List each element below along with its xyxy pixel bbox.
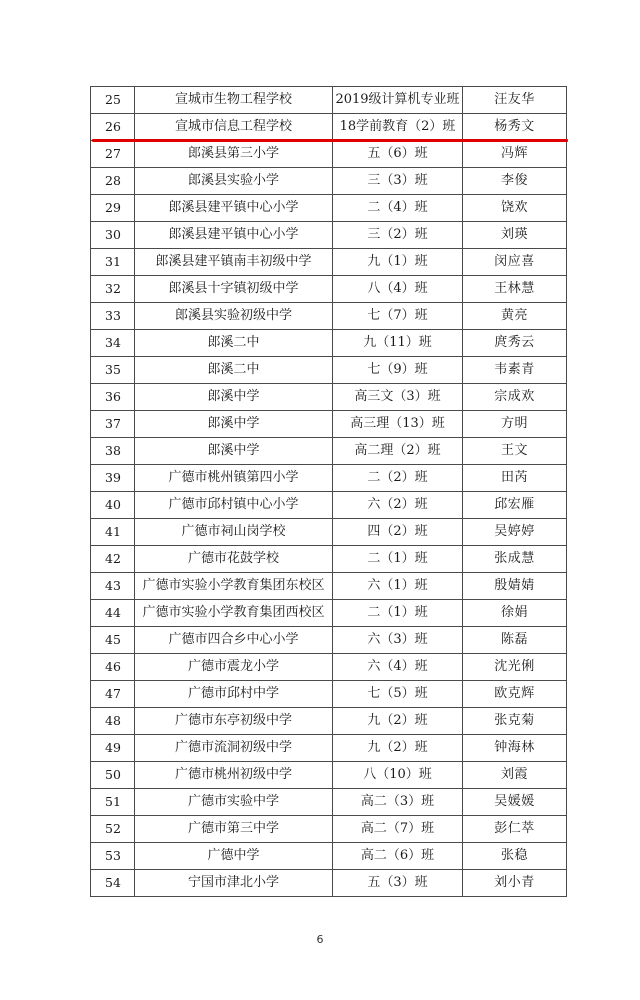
teacher-name-cell: 黄亮 xyxy=(463,303,567,330)
table-row xyxy=(91,627,567,654)
school-name-cell: 郎溪县建平镇中心小学 xyxy=(135,195,333,222)
school-name-cell: 广德中学 xyxy=(135,843,333,870)
class-name-cell: 2019级计算机专业班 xyxy=(333,87,463,114)
school-name-cell: 郎溪二中 xyxy=(135,357,333,384)
school-name-cell: 郎溪县实验小学 xyxy=(135,168,333,195)
school-name-cell: 广德市实验小学教育集团西校区 xyxy=(135,600,333,627)
school-name-cell: 郎溪县实验初级中学 xyxy=(135,303,333,330)
class-name-cell: 高二（6）班 xyxy=(333,843,463,870)
class-name-cell: 高二（7）班 xyxy=(333,816,463,843)
class-name-cell: 四（2）班 xyxy=(333,519,463,546)
row-number-cell: 37 xyxy=(91,411,135,438)
row-number-cell: 28 xyxy=(91,168,135,195)
class-name-cell: 九（2）班 xyxy=(333,735,463,762)
row-number-cell: 45 xyxy=(91,627,135,654)
teacher-name-cell: 欧克辉 xyxy=(463,681,567,708)
school-name-cell: 广德市第三中学 xyxy=(135,816,333,843)
row-number-cell: 51 xyxy=(91,789,135,816)
row-number-cell: 52 xyxy=(91,816,135,843)
table-row xyxy=(91,222,567,249)
class-name-cell: 二（4）班 xyxy=(333,195,463,222)
teacher-name-cell: 吴婷婷 xyxy=(463,519,567,546)
class-name-cell: 七（5）班 xyxy=(333,681,463,708)
school-name-cell: 宣城市信息工程学校 xyxy=(135,114,333,141)
teacher-name-cell: 彭仁萃 xyxy=(463,816,567,843)
table-row xyxy=(91,681,567,708)
row-number-cell: 31 xyxy=(91,249,135,276)
table-row xyxy=(91,519,567,546)
teacher-name-cell: 杨秀文 xyxy=(463,114,567,141)
class-name-cell: 九（11）班 xyxy=(333,330,463,357)
school-name-cell: 郎溪县十字镇初级中学 xyxy=(135,276,333,303)
teacher-name-cell: 徐娟 xyxy=(463,600,567,627)
table-row xyxy=(91,195,567,222)
school-name-cell: 郎溪县第三小学 xyxy=(135,141,333,168)
school-name-cell: 广德市东亭初级中学 xyxy=(135,708,333,735)
row-number-cell: 26 xyxy=(91,114,135,141)
class-name-cell: 六（4）班 xyxy=(333,654,463,681)
class-roster-table xyxy=(90,86,567,897)
table-row xyxy=(91,546,567,573)
class-name-cell: 六（2）班 xyxy=(333,492,463,519)
table-row xyxy=(91,708,567,735)
row-number-cell: 49 xyxy=(91,735,135,762)
teacher-name-cell: 李俊 xyxy=(463,168,567,195)
teacher-name-cell: 吴媛媛 xyxy=(463,789,567,816)
class-name-cell: 18学前教育（2）班 xyxy=(333,114,463,141)
row-number-cell: 41 xyxy=(91,519,135,546)
table-row xyxy=(91,492,567,519)
school-name-cell: 郎溪中学 xyxy=(135,438,333,465)
class-name-cell: 高三理（13）班 xyxy=(333,411,463,438)
row-number-cell: 40 xyxy=(91,492,135,519)
school-name-cell: 广德市邱村镇中心小学 xyxy=(135,492,333,519)
row-number-cell: 35 xyxy=(91,357,135,384)
teacher-name-cell: 冯辉 xyxy=(463,141,567,168)
school-name-cell: 广德市震龙小学 xyxy=(135,654,333,681)
row-number-cell: 46 xyxy=(91,654,135,681)
table-row xyxy=(91,438,567,465)
row-number-cell: 50 xyxy=(91,762,135,789)
teacher-name-cell: 邱宏雁 xyxy=(463,492,567,519)
class-name-cell: 高二理（2）班 xyxy=(333,438,463,465)
table-row xyxy=(91,114,567,141)
school-name-cell: 郎溪中学 xyxy=(135,411,333,438)
table-row xyxy=(91,384,567,411)
class-name-cell: 高三文（3）班 xyxy=(333,384,463,411)
row-number-cell: 27 xyxy=(91,141,135,168)
school-name-cell: 宁国市津北小学 xyxy=(135,870,333,897)
school-name-cell: 广德市四合乡中心小学 xyxy=(135,627,333,654)
school-name-cell: 宣城市生物工程学校 xyxy=(135,87,333,114)
school-name-cell: 广德市邱村中学 xyxy=(135,681,333,708)
row-number-cell: 38 xyxy=(91,438,135,465)
row-number-cell: 33 xyxy=(91,303,135,330)
page-number: 6 xyxy=(316,933,324,946)
table-row xyxy=(91,249,567,276)
table-row xyxy=(91,465,567,492)
teacher-name-cell: 张成慧 xyxy=(463,546,567,573)
table-row xyxy=(91,600,567,627)
teacher-name-cell: 张克菊 xyxy=(463,708,567,735)
school-name-cell: 广德市祠山岗学校 xyxy=(135,519,333,546)
class-name-cell: 六（3）班 xyxy=(333,627,463,654)
row-number-cell: 30 xyxy=(91,222,135,249)
teacher-name-cell: 饶欢 xyxy=(463,195,567,222)
teacher-name-cell: 刘霞 xyxy=(463,762,567,789)
teacher-name-cell: 闵应喜 xyxy=(463,249,567,276)
school-name-cell: 广德市桃州初级中学 xyxy=(135,762,333,789)
school-name-cell: 郎溪县建平镇中心小学 xyxy=(135,222,333,249)
table-row xyxy=(91,654,567,681)
class-name-cell: 七（9）班 xyxy=(333,357,463,384)
class-name-cell: 九（1）班 xyxy=(333,249,463,276)
class-name-cell: 三（3）班 xyxy=(333,168,463,195)
table-row xyxy=(91,411,567,438)
teacher-name-cell: 陈磊 xyxy=(463,627,567,654)
red-annotation-underline xyxy=(92,139,568,142)
table-row xyxy=(91,357,567,384)
row-number-cell: 36 xyxy=(91,384,135,411)
table-row xyxy=(91,762,567,789)
table-row xyxy=(91,330,567,357)
teacher-name-cell: 刘小青 xyxy=(463,870,567,897)
class-name-cell: 五（6）班 xyxy=(333,141,463,168)
row-number-cell: 39 xyxy=(91,465,135,492)
teacher-name-cell: 张稳 xyxy=(463,843,567,870)
class-name-cell: 八（4）班 xyxy=(333,276,463,303)
school-name-cell: 广德市花鼓学校 xyxy=(135,546,333,573)
teacher-name-cell: 宗成欢 xyxy=(463,384,567,411)
teacher-name-cell: 殷婧婧 xyxy=(463,573,567,600)
table-row xyxy=(91,303,567,330)
class-name-cell: 九（2）班 xyxy=(333,708,463,735)
table-row xyxy=(91,276,567,303)
class-name-cell: 八（10）班 xyxy=(333,762,463,789)
teacher-name-cell: 方明 xyxy=(463,411,567,438)
teacher-name-cell: 王林慧 xyxy=(463,276,567,303)
teacher-name-cell: 钟海林 xyxy=(463,735,567,762)
class-name-cell: 三（2）班 xyxy=(333,222,463,249)
row-number-cell: 32 xyxy=(91,276,135,303)
table-row xyxy=(91,573,567,600)
row-number-cell: 42 xyxy=(91,546,135,573)
school-name-cell: 广德市实验中学 xyxy=(135,789,333,816)
row-number-cell: 29 xyxy=(91,195,135,222)
school-name-cell: 郎溪县建平镇南丰初级中学 xyxy=(135,249,333,276)
teacher-name-cell: 田芮 xyxy=(463,465,567,492)
table-row xyxy=(91,789,567,816)
row-number-cell: 53 xyxy=(91,843,135,870)
table-row xyxy=(91,87,567,114)
class-name-cell: 六（1）班 xyxy=(333,573,463,600)
table-row xyxy=(91,843,567,870)
class-name-cell: 五（3）班 xyxy=(333,870,463,897)
row-number-cell: 54 xyxy=(91,870,135,897)
school-name-cell: 广德市桃州镇第四小学 xyxy=(135,465,333,492)
class-name-cell: 二（1）班 xyxy=(333,546,463,573)
row-number-cell: 43 xyxy=(91,573,135,600)
row-number-cell: 44 xyxy=(91,600,135,627)
row-number-cell: 25 xyxy=(91,87,135,114)
class-name-cell: 七（7）班 xyxy=(333,303,463,330)
school-name-cell: 广德市实验小学教育集团东校区 xyxy=(135,573,333,600)
table-row xyxy=(91,735,567,762)
class-name-cell: 二（1）班 xyxy=(333,600,463,627)
table-row xyxy=(91,141,567,168)
row-number-cell: 47 xyxy=(91,681,135,708)
teacher-name-cell: 庹秀云 xyxy=(463,330,567,357)
class-name-cell: 二（2）班 xyxy=(333,465,463,492)
teacher-name-cell: 刘瑛 xyxy=(463,222,567,249)
teacher-name-cell: 沈光俐 xyxy=(463,654,567,681)
table-row xyxy=(91,816,567,843)
school-name-cell: 郎溪中学 xyxy=(135,384,333,411)
table-row xyxy=(91,870,567,897)
class-name-cell: 高二（3）班 xyxy=(333,789,463,816)
teacher-name-cell: 韦素青 xyxy=(463,357,567,384)
row-number-cell: 48 xyxy=(91,708,135,735)
table-row xyxy=(91,168,567,195)
school-name-cell: 郎溪二中 xyxy=(135,330,333,357)
teacher-name-cell: 王文 xyxy=(463,438,567,465)
school-name-cell: 广德市流洞初级中学 xyxy=(135,735,333,762)
row-number-cell: 34 xyxy=(91,330,135,357)
roster-table-body xyxy=(91,87,567,897)
teacher-name-cell: 汪友华 xyxy=(463,87,567,114)
